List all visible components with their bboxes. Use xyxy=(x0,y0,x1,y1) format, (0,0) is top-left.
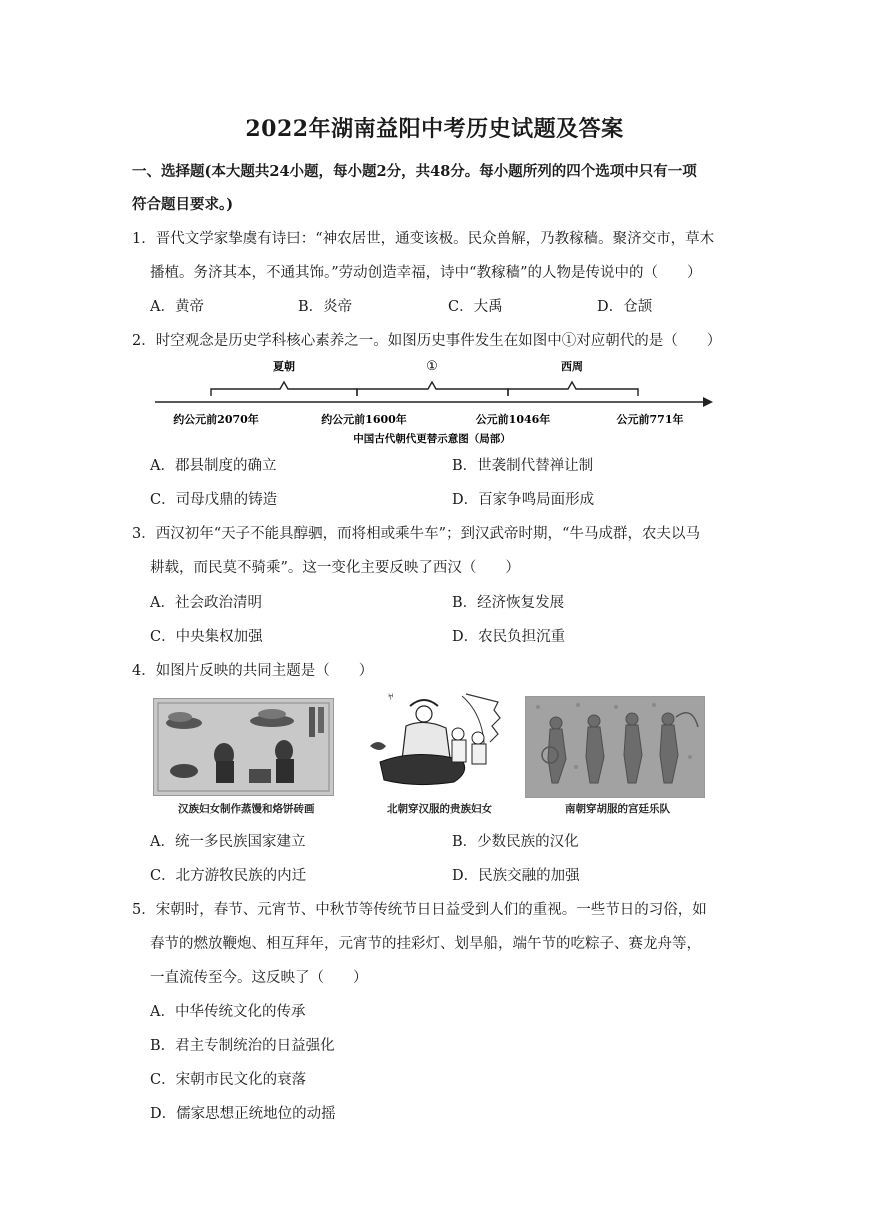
timeline-label-western-zhou: 西周 xyxy=(561,360,583,373)
dynasty-timeline-figure xyxy=(150,352,720,448)
image-1-caption: 汉族妇女制作蒸馒和烙饼砖画 xyxy=(178,803,315,815)
timeline-brace-western-zhou xyxy=(508,382,638,396)
question-5-option-c: C．宋朝市民文化的衰落 xyxy=(150,1072,307,1088)
han-brick-painting-drawing xyxy=(154,699,333,795)
han-brick-painting-image xyxy=(153,698,334,796)
image-2-caption: 北朝穿汉服的贵族妇女 xyxy=(387,803,492,815)
question-2-option-c: C．司母戊鼎的铸造 xyxy=(150,492,278,508)
timeline-label-xia: 夏朝 xyxy=(273,360,295,373)
southern-dynasty-relief-drawing xyxy=(526,697,704,797)
question-5-option-d: D．儒家思想正统地位的动摇 xyxy=(150,1106,336,1122)
page-title: 2022年湖南益阳中考历史试题及答案 xyxy=(245,116,624,142)
question-3-line-2: 耕载，而民莫不骑乘”。这一变化主要反映了西汉（ ） xyxy=(150,560,520,576)
question-2-line-1: 2．时空观念是历史学科核心素养之一。如图历史事件发生在如图中①对应朝代的是（ ） xyxy=(132,333,722,349)
question-4-option-d: D．民族交融的加强 xyxy=(452,868,580,884)
question-1-option-c: C．大禹 xyxy=(448,299,503,315)
question-5-line-2: 春节的燃放鞭炮、相互拜年，元宵节的挂彩灯、划旱船，端午节的吃粽子、赛龙舟等， xyxy=(150,936,701,952)
question-3-option-d: D．农民负担沉重 xyxy=(452,629,566,645)
question-4-option-c: C．北方游牧民族的内迁 xyxy=(150,868,307,884)
question-4-line-1: 4．如图片反映的共同主题是（ ） xyxy=(132,663,374,679)
question-3-option-c: C．中央集权加强 xyxy=(150,629,263,645)
question-2-option-b: B．世袭制代替禅让制 xyxy=(452,458,594,474)
timeline-date-1: 约公元前2070年 xyxy=(173,413,259,426)
question-5-option-a: A．中华传统文化的传承 xyxy=(150,1004,306,1020)
timeline-date-3: 公元前1046年 xyxy=(475,413,551,426)
question-5-line-1: 5．宋朝时，春节、元宵节、中秋节等传统节日日益受到人们的重视。一些节日的习俗，如 xyxy=(132,902,707,918)
timeline-label-unknown: ① xyxy=(426,359,438,374)
question-3-option-b: B．经济恢复发展 xyxy=(452,595,565,611)
image-3-caption: 南朝穿胡服的宫廷乐队 xyxy=(565,803,670,815)
svg-text:𐀀: 𐀀 xyxy=(388,693,394,702)
northern-dynasty-drawing xyxy=(366,688,514,796)
question-1-option-a: A．黄帝 xyxy=(150,299,204,315)
northern-dynasty-noblewoman-image xyxy=(366,688,514,796)
timeline-arrow-icon xyxy=(703,397,713,407)
question-1-option-b: B．炎帝 xyxy=(298,299,353,315)
timeline-brace-unknown xyxy=(357,382,508,396)
section-heading-line-1: 一、选择题(本大题共24小题，每小题2分，共48分。每小题所列的四个选项中只有一项 xyxy=(132,163,697,180)
question-1-option-d: D．仓颉 xyxy=(597,299,653,315)
question-4-option-a: A．统一多民族国家建立 xyxy=(150,834,306,850)
timeline-date-4: 公元前771年 xyxy=(616,413,684,426)
timeline-caption: 中国古代朝代更替示意图（局部） xyxy=(353,433,511,445)
question-5-option-b: B．君主专制统治的日益强化 xyxy=(150,1038,335,1054)
question-2-option-a: A．郡县制度的确立 xyxy=(150,458,277,474)
question-4-option-b: B．少数民族的汉化 xyxy=(452,834,579,850)
question-2-option-d: D．百家争鸣局面形成 xyxy=(452,492,595,508)
section-heading-line-2: 符合题目要求。) xyxy=(132,196,234,213)
question-3-line-1: 3．西汉初年“天子不能具醇驷，而将相或乘牛车”；到汉武帝时期，“牛马成群，农夫以马 xyxy=(132,526,700,542)
question-1-line-2: 播植。务济其本，不通其饰。”劳动创造幸福，诗中“教稼穑”的人物是传说中的（ ） xyxy=(150,265,702,281)
southern-dynasty-relief-image xyxy=(525,696,705,798)
timeline-date-2: 约公元前1600年 xyxy=(321,413,407,426)
question-5-line-3: 一直流传至今。这反映了（ ） xyxy=(150,970,368,986)
question-1-line-1: 1．晋代文学家挚虞有诗曰：“神农居世，通变该极。民众兽解，乃教稼穑。聚济交市，草木 xyxy=(132,231,715,247)
question-3-option-a: A．社会政治清明 xyxy=(150,595,262,611)
timeline-brace-xia xyxy=(211,382,357,396)
